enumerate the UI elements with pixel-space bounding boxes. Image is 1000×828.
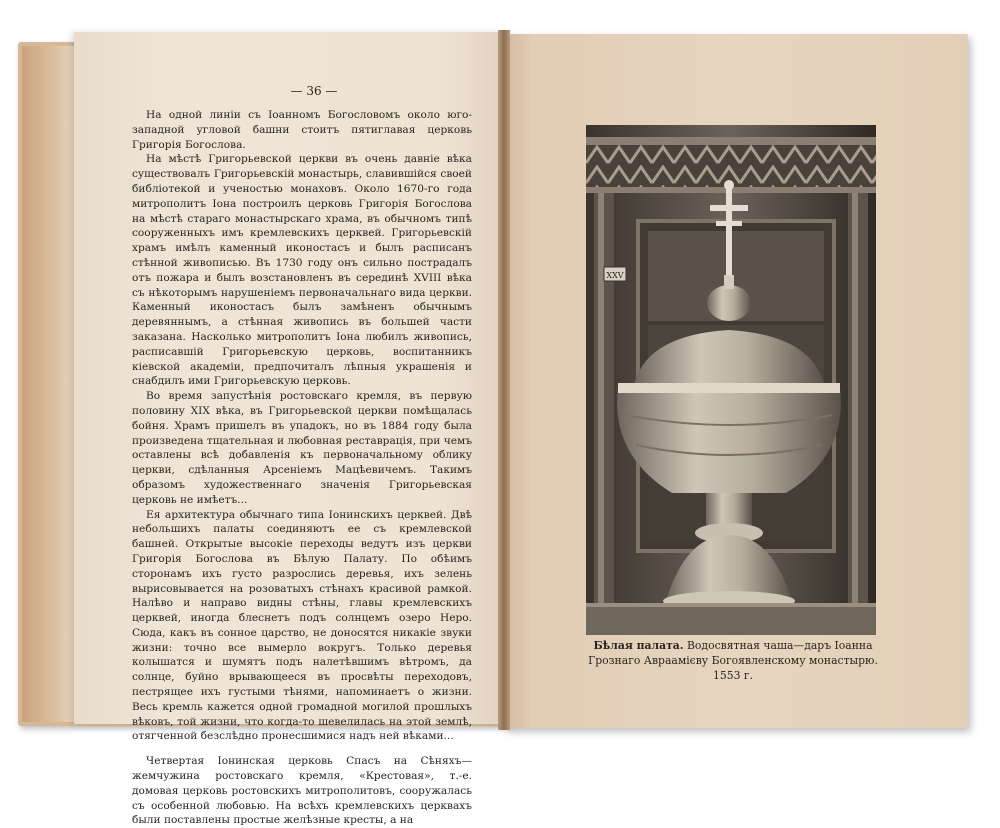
book-gutter [498, 30, 510, 730]
photo-caption [583, 638, 883, 683]
photograph-holy-water-bowl [586, 125, 876, 635]
paragraph: На мѣстѣ Григорьевской церкви въ очень давніе вѣка существовалъ Григорьевскій монастырь, славившійся своей библіотекой и ученостью монаховъ. Около 1670-го года митрополитъ Іона построилъ церковь Григорія Богослова на мѣстѣ стараго монастырскаго храма, въ обычномъ типѣ сооруженныхъ имъ кремлевскихъ церквей. Григорьевскій храмъ имѣлъ каменный иконостасъ и былъ расписанъ стѣнной живописью. Въ 1730 году онъ сильно пострадалъ отъ пожара и былъ возстановленъ въ серединѣ XVIII вѣка съ нѣкоторымъ нарушеніемъ первоначальнаго вида церкви. Каменный иконостасъ былъ замѣненъ обычнымъ деревяннымъ, а стѣнная живопись въ большей части заказана. Насколько митрополитъ Іона любилъ живопись, расписавшій Григорьевскую церковь, воспитанникъ кіевской академіи, предпочиталъ лѣпныя украшенія и снабдилъ ими Григорьевскую церковь. [132, 153, 472, 388]
paragraph: Ея архитектура обычнаго типа Іонинскихъ церквей. Двѣ небольшихъ палаты соединяютъ ее съ кремлевской башней. Открытые высокіе переходы ведутъ изъ церкви Григорія Богослова въ Бѣлую Палату. По обѣимъ сторонамъ ихъ густо разрослись деревья, ихъ зелень вырисовывается на розоватыхъ стѣнахъ красивой рамкой. Налѣво и направо видны стѣны, главы кремлевскихъ церквей, иногда блеснетъ подъ солнцемъ озеро Неро. Сюда, какъ въ сонное царство, не доносятся никакіе звуки жизни: точно все вымерло вокругъ. Только деревья колышатся и шумятъ подъ налетѣвшимъ вѣтромъ, да солнце, буйно врывающееся въ просвѣты переходовъ, пестрящее ихъ густыми тѣнями, напоминаетъ о жизни. Весь кремль кажется одной громадной могилой прошлыхъ вѣковъ, той жизни, что когда-то шевелилась на этой землѣ, отягченной безслѣдно пронесшимися надъ ней вѣками... [132, 508, 472, 743]
page-number: — 36 — [290, 84, 338, 98]
page-stack-edge [22, 46, 76, 722]
paragraph: На одной линіи съ Іоанномъ Богословомъ около юго-западной угловой башни стоитъ пятиглавая церковь Григорія Богослова. [132, 109, 472, 151]
body-text [132, 108, 472, 828]
caption-title: Бѣлая палата. [593, 639, 684, 652]
paragraph: Четвертая Іонинская церковь Спасъ на Сѣняхъ—жемчужина ростовскаго кремля, «Крестовая», т.-е. домовая церковь ростовскихъ митрополитовъ, сооружалась съ особенной любовью. На всѣхъ кремлевскихъ церквахъ были поставлены простые желѣзные кресты, а на [132, 755, 472, 827]
photo-label: XXV [606, 271, 624, 280]
caption-text: Водосвятная чаша—даръ Іоанна Грознаго Авраамієву Богоявленскому монастырю. 1553 г. [588, 639, 878, 682]
paragraph: Во время запустѣнія ростовскаго кремля, въ первую половину XIX вѣка, въ Григорьевской церкви помѣщалась бойня. Храмъ пришелъ въ упадокъ, но въ 1884 году была произведена тщательная и любовная реставрація, при чемъ оставлены всѣ добавленія къ первоначальному облику церкви, сдѣланныя Арсеніемъ Мацѣевичемъ. Такимъ образомъ художественнаго значенія Григорьевская церковь не имѣетъ... [132, 390, 472, 506]
